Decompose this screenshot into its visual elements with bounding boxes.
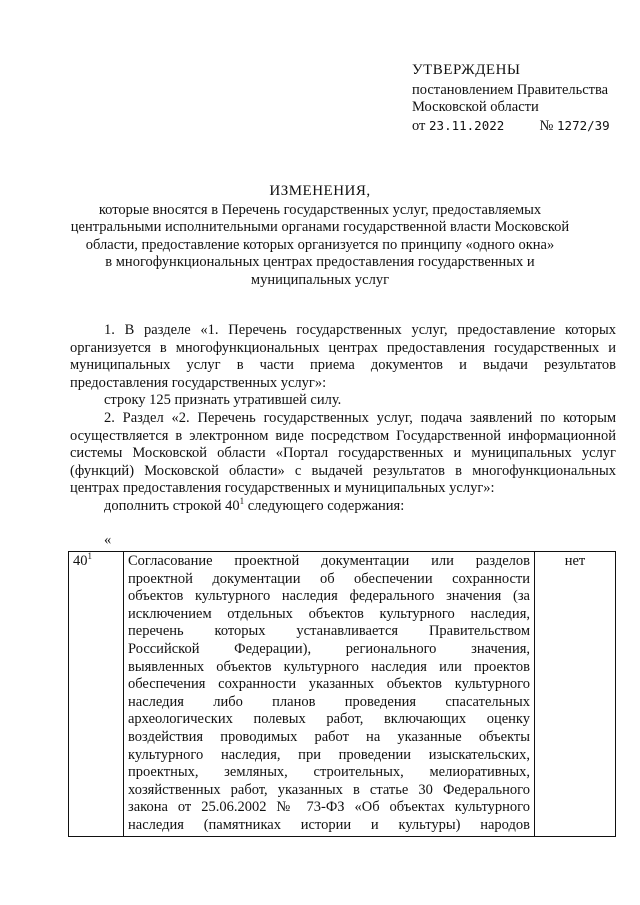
description-line: хозяйственных работ, указанных в статье 30 Федерального <box>128 781 530 798</box>
approval-date-row <box>412 117 610 136</box>
row-number-cell <box>69 552 124 837</box>
approval-line-1: постановлением Правительства <box>412 81 609 98</box>
document-body <box>70 322 616 516</box>
paragraph-4 <box>70 498 616 516</box>
approval-date: 23.11.2022 <box>429 117 505 133</box>
approval-line-2: Московской области <box>412 99 539 116</box>
description-line: археологических полевых работ, включающих оценку <box>128 711 530 728</box>
description-line: исключением отдельных объектов культурного наследия, <box>128 605 530 622</box>
description-line: наследия (памятниках истории и культуры) народов <box>128 816 530 833</box>
description-line: воздействия проводимых работ на указанные объекты <box>128 728 530 745</box>
description-line: проектной документации об обеспечении сохранности <box>128 570 530 587</box>
document-title <box>60 183 580 290</box>
number-sign: № <box>539 117 554 134</box>
description-line: выявленных объектов культурного наследия или проектов <box>128 658 530 675</box>
title-heading: ИЗМЕНЕНИЯ, <box>269 183 371 199</box>
title-line: которые вносятся в Перечень государственных услуг, предоставляемых <box>98 201 542 218</box>
description-line: Согласование проектной документации или разделов <box>128 553 530 569</box>
service-description-cell <box>124 552 535 837</box>
title-line: в многофункциональных центрах предоставления государственных и <box>105 254 535 271</box>
date-prefix: от <box>412 117 426 134</box>
description-line: закона от 25.06.2002 № 73-ФЗ «Об объектах культурного <box>128 799 530 816</box>
row-number: 40 <box>73 553 88 569</box>
value-text: нет <box>564 553 586 569</box>
inserted-row-table <box>68 551 616 837</box>
paragraph-4-tail: следующего содержания: <box>244 497 405 514</box>
table-row <box>69 552 616 837</box>
paragraph-4-text: дополнить строкой 40 <box>104 497 240 514</box>
approval-heading: УТВЕРЖДЕНЫ <box>412 62 521 78</box>
paragraph-1: 1. В разделе «1. Перечень государственных услуг, предоставление которых организуется в многофункциональных центрах предоставления государственных и муниципальных услуг в части приема документов и выдачи результатов предоставления государственных услуг»: <box>70 322 616 391</box>
value-cell <box>535 552 616 837</box>
paragraph-3: 2. Раздел «2. Перечень государственных услуг, подача заявлений по которым осуществляется в электронном виде посредством Государственной информационной системы Московской области «Портал государственных и муниципальных услуг (функций) Московской области» с выдачей результатов в многофункциональных центрах предоставления государственных и муниципальных услуг»: <box>70 409 616 497</box>
description-line: перечень которых устанавливается Правительством <box>128 623 530 640</box>
title-line: центральными исполнительными органами государственной власти Московской <box>70 219 570 236</box>
paragraph-4-superscript: 1 <box>239 496 245 507</box>
approval-number: 1272/39 <box>557 117 610 133</box>
description-line: культурного наследия, при проведении изыскательских, <box>128 746 530 763</box>
opening-quote: « <box>104 532 112 548</box>
description-line: проектных, земляных, строительных, мелиоративных, <box>128 764 530 781</box>
paragraph-2: строку 125 признать утратившей силу. <box>104 392 342 409</box>
description-line: Российской Федерации), регионального значения, <box>128 640 530 657</box>
description-line: наследия либо планов проведения спасательных <box>128 693 530 710</box>
title-line: области, предоставление которых организуется по принципу «одного окна» <box>85 236 555 253</box>
row-number-superscript: 1 <box>87 551 92 562</box>
title-line: муниципальных услуг <box>250 271 390 288</box>
description-line: объектов культурного наследия федерального значения (за <box>128 588 530 605</box>
description-line: обеспечения сохранности указанных объектов культурного <box>128 676 530 693</box>
approval-stamp <box>412 62 610 135</box>
